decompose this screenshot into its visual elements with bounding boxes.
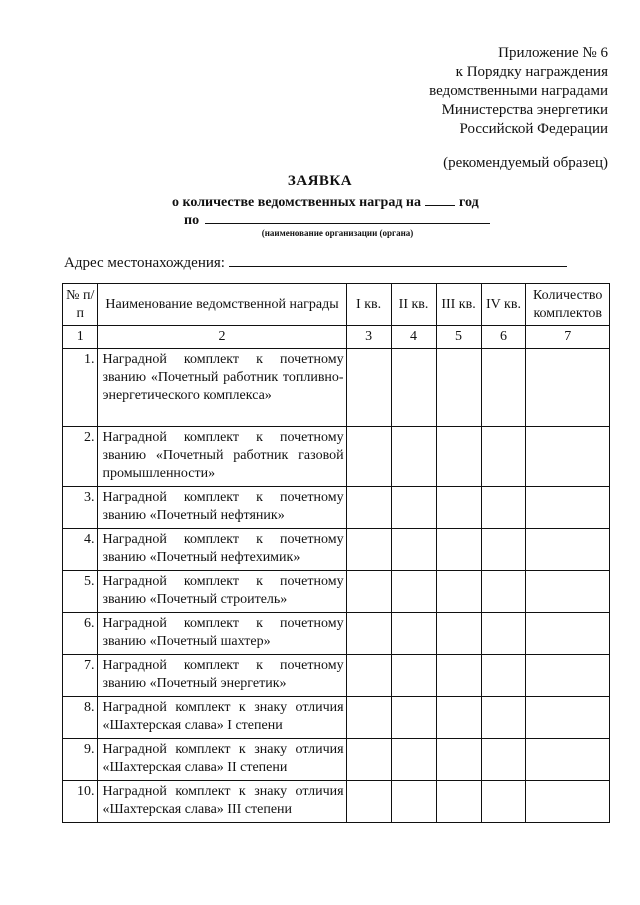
table-row [63,487,610,529]
table-row [63,697,610,739]
q2-cell[interactable] [391,529,436,571]
q4-cell[interactable] [481,571,526,613]
subtitle-text: о количестве ведомственных наград на [172,195,421,210]
total-cell[interactable] [526,781,610,823]
row-number: 10. [63,781,98,823]
q1-cell[interactable] [346,739,391,781]
header-award-name: Наименование ведомственной награды [98,284,346,326]
q2-cell[interactable] [391,571,436,613]
q4-cell[interactable] [481,529,526,571]
column-number: 3 [346,326,391,349]
total-cell[interactable] [526,529,610,571]
row-number: 4. [63,529,98,571]
award-name: Наградной комплект к почетному званию «Почетный нефтяник» [98,487,346,529]
q1-cell[interactable] [346,655,391,697]
header-q2: II кв. [391,284,436,326]
award-name: Наградной комплект к почетному званию «Почетный работник топливно-энергетического комплекса» [98,349,346,427]
q2-cell[interactable] [391,655,436,697]
q2-cell[interactable] [391,427,436,487]
column-number: 7 [526,326,610,349]
appendix-line: к Порядку награждения [455,64,608,80]
q3-cell[interactable] [436,613,481,655]
q4-cell[interactable] [481,613,526,655]
q3-cell[interactable] [436,349,481,427]
q2-cell[interactable] [391,349,436,427]
appendix-line: Российской Федерации [459,121,608,137]
header-q3: III кв. [436,284,481,326]
total-cell[interactable] [526,571,610,613]
table-row [63,739,610,781]
q3-cell[interactable] [436,487,481,529]
q2-cell[interactable] [391,697,436,739]
q3-cell[interactable] [436,739,481,781]
column-number: 1 [63,326,98,349]
q4-cell[interactable] [481,739,526,781]
row-number: 8. [63,697,98,739]
appendix-line: ведомственными наградами [429,83,608,99]
q3-cell[interactable] [436,781,481,823]
row-number: 1. [63,349,98,427]
row-number: 2. [63,427,98,487]
q4-cell[interactable] [481,427,526,487]
q1-cell[interactable] [346,697,391,739]
q4-cell[interactable] [481,781,526,823]
appendix-line: Министерства энергетики [441,102,608,118]
table-header-row [63,284,610,326]
year-blank[interactable] [425,193,455,206]
award-name: Наградной комплект к знаку отличия «Шахтерская слава» III степени [98,781,346,823]
header-total: Количество комплектов [526,284,610,326]
appendix-block [429,44,608,173]
by-label: по [184,213,200,228]
q1-cell[interactable] [346,781,391,823]
total-cell[interactable] [526,487,610,529]
table-row [63,571,610,613]
table-row [63,613,610,655]
row-number: 9. [63,739,98,781]
award-name: Наградной комплект к почетному званию «Почетный нефтехимик» [98,529,346,571]
table-row [63,529,610,571]
row-number: 5. [63,571,98,613]
organization-line [184,211,490,229]
award-name: Наградной комплект к почетному званию «Почетный энергетик» [98,655,346,697]
awards-table [62,283,610,823]
address-line [64,252,567,272]
award-name: Наградной комплект к почетному званию «Почетный работник газовой промышленности» [98,427,346,487]
total-cell[interactable] [526,655,610,697]
table-row [63,781,610,823]
award-name: Наградной комплект к знаку отличия «Шахтерская слава» II степени [98,739,346,781]
q3-cell[interactable] [436,655,481,697]
total-cell[interactable] [526,349,610,427]
column-number: 4 [391,326,436,349]
q4-cell[interactable] [481,349,526,427]
table-row [63,427,610,487]
q2-cell[interactable] [391,781,436,823]
row-number: 6. [63,613,98,655]
q1-cell[interactable] [346,487,391,529]
q1-cell[interactable] [346,613,391,655]
column-number: 5 [436,326,481,349]
q2-cell[interactable] [391,739,436,781]
column-number-row [63,326,610,349]
q4-cell[interactable] [481,697,526,739]
row-number: 7. [63,655,98,697]
q1-cell[interactable] [346,427,391,487]
award-name: Наградной комплект к почетному званию «Почетный строитель» [98,571,346,613]
q4-cell[interactable] [481,655,526,697]
q3-cell[interactable] [436,697,481,739]
appendix-line: Приложение № 6 [498,45,608,61]
column-number: 2 [98,326,346,349]
total-cell[interactable] [526,613,610,655]
table-row [63,655,610,697]
header-number: № п/п [63,284,98,326]
column-number: 6 [481,326,526,349]
q1-cell[interactable] [346,349,391,427]
award-name: Наградной комплект к почетному званию «Почетный шахтер» [98,613,346,655]
q2-cell[interactable] [391,613,436,655]
header-q1: I кв. [346,284,391,326]
table-row [63,349,610,427]
q1-cell[interactable] [346,571,391,613]
q3-cell[interactable] [436,571,481,613]
organization-caption: (наименование организации (органа) [261,228,414,238]
q4-cell[interactable] [481,487,526,529]
address-label: Адрес местонахождения: [64,255,225,271]
q1-cell[interactable] [346,529,391,571]
q3-cell[interactable] [436,427,481,487]
row-number: 3. [63,487,98,529]
subtitle-year-word: год [459,195,479,210]
award-name: Наградной комплект к знаку отличия «Шахтерская слава» I степени [98,697,346,739]
total-cell[interactable] [526,739,610,781]
total-cell[interactable] [526,697,610,739]
address-blank[interactable] [229,252,567,267]
header-q4: IV кв. [481,284,526,326]
form-subtitle [172,193,479,211]
sample-note: (рекомендуемый образец) [443,155,608,171]
q3-cell[interactable] [436,529,481,571]
total-cell[interactable] [526,427,610,487]
form-title: ЗАЯВКА [287,173,353,189]
q2-cell[interactable] [391,487,436,529]
organization-blank[interactable] [205,211,490,224]
